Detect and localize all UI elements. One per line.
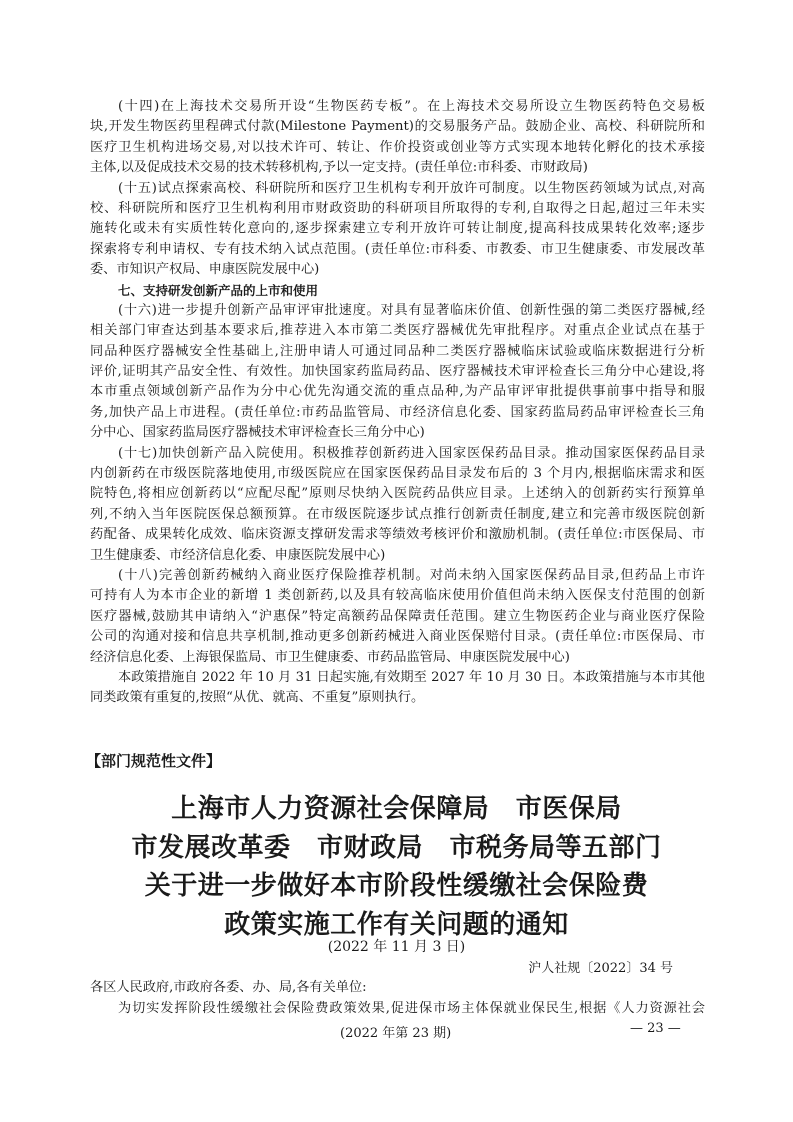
paragraph-line: 医疗卫生机构进场交易,对以技术许可、转让、作价投资或创业等方式实现本地转化孵化的技术承接 bbox=[90, 139, 705, 155]
paragraph-line: 院特色,将相应创新药以“应配尽配”原则尽快纳入医院药品供应目录。上述纳入的创新药实行预算单 bbox=[90, 486, 705, 502]
paragraph-line: 为切实发挥阶段性缓缴社会保险费政策效果,促进保市场主体保就业保民生,根据《人力资源社会 bbox=[118, 1001, 705, 1016]
section-label: 【部门规范性文件】 bbox=[86, 752, 222, 770]
paragraph-line: 施转化或未有实质性转化意向的,逐步探索建立专利开放许可转让制度,提高科技成果转化效率;逐步 bbox=[90, 221, 705, 237]
paragraph-line: 探索将专利申请权、专有技术纳入试点范围。(责任单位:市科委、市教委、市卫生健康委、市发展改革 bbox=[90, 241, 705, 257]
paragraph-line: 同品种医疗器械安全性基础上,注册申请人可通过同品种二类医疗器械临床试验或临床数据进行分析 bbox=[90, 343, 705, 359]
page-number: — 23 — bbox=[630, 1021, 681, 1036]
issue-label: (2022 年第 23 期) bbox=[340, 1026, 452, 1041]
paragraph-line: 主体,以及促成技术交易的技术转移机构,予以一定支持。(责任单位:市科委、市财政局) bbox=[90, 160, 588, 176]
paragraph-p18 bbox=[90, 566, 705, 668]
section-heading: 七、支持研发创新产品的上市和使用 bbox=[118, 282, 319, 298]
intro-paragraph bbox=[90, 997, 705, 1017]
paragraph-line: 本市重点领域创新产品作为分中心优先沟通交流的重点品种,为产品审评审批提供事前事中指导和服 bbox=[90, 384, 705, 400]
paragraph-line: (十四)在上海技术交易所开设“生物医药专板”。在上海技术交易所设立生物医药特色交易板 bbox=[118, 99, 705, 114]
paragraph-line: (十五)试点探索高校、科研院所和医疗卫生机构专利开放许可制度。以生物医药领域为试点,对高 bbox=[118, 180, 705, 196]
paragraph-line: 委、市知识产权局、申康医院发展中心) bbox=[90, 262, 320, 278]
title-line: 政策实施工作有关问题的通知 bbox=[224, 909, 569, 940]
paragraph-line: 卫生健康委、市经济信息化委、申康医院发展中心) bbox=[90, 547, 386, 563]
paragraph-p17 bbox=[90, 444, 705, 566]
paragraph-line: 经济信息化委、上海银保监局、市卫生健康委、市药品监管局、申康医院发展中心) bbox=[90, 649, 570, 665]
notice-title bbox=[0, 790, 793, 944]
paragraph-line: 可持有人为本市企业的新增 1 类创新药,以及具有较高临床使用价值但尚未纳入医保支付范围的创新 bbox=[90, 588, 705, 604]
paragraph-line: 本政策措施自 2022 年 10 月 31 日起实施,有效期至 2027 年 10 月 30 日。本政策措施与本市其他 bbox=[118, 669, 705, 685]
paragraph-line: 块,开发生物医药里程碑式付款(Milestone Payment)的交易服务产品。鼓励企业、高校、科研院所和 bbox=[90, 119, 705, 135]
paragraph-line: (十八)完善创新药械纳入商业医疗保险推荐机制。对尚未纳入国家医保药品目录,但药品上市许 bbox=[118, 567, 705, 583]
paragraph-p19 bbox=[90, 668, 705, 709]
paragraph-line: 相关部门审查达到基本要求后,推荐进入本市第二类医疗器械优先审批程序。对重点企业试点在基于 bbox=[90, 323, 705, 339]
paragraph-line: 务,加快产品上市进程。(责任单位:市药品监管局、市经济信息化委、国家药监局药品审评检查长三角 bbox=[90, 404, 705, 420]
paragraph-line: 药配备、成果转化成效、临床资源支撑研发需求等绩效考核评价和激励机制。(责任单位:市医保局、市 bbox=[90, 527, 705, 543]
document-number: 沪人社规〔2022〕34 号 bbox=[528, 961, 673, 976]
paragraph-line: 列,不纳入当年医院医保总额预算。在市级医院逐步试点推行创新责任制度,建立和完善市级医院创新 bbox=[90, 506, 705, 522]
addressee: 各区人民政府,市政府各委、办、局,各有关单位: bbox=[90, 980, 367, 995]
paragraph-line: (十六)进一步提升创新产品审评审批速度。对具有显著临床价值、创新性强的第二类医疗器械,经 bbox=[118, 302, 705, 318]
title-line: 关于进一步做好本市阶段性缓缴社会保险费 bbox=[144, 871, 649, 901]
paragraph-line: 同类政策有重复的,按照“从优、就高、不重复”原则执行。 bbox=[90, 690, 425, 706]
paragraph-p15 bbox=[90, 179, 705, 281]
paragraph-line: 分中心、国家药监局医疗器械技术审评检查长三角分中心) bbox=[90, 425, 425, 441]
paragraph-line: 公司的沟通对接和信息共享机制,推动更多创新药械进入商业医保赔付目录。(责任单位:市医保局、市 bbox=[90, 629, 705, 645]
title-line: 上海市人力资源社会保障局 市医保局 bbox=[171, 794, 622, 824]
title-line: 市发展改革委 市财政局 市税务局等五部门 bbox=[131, 832, 662, 863]
paragraph-p16 bbox=[90, 301, 705, 444]
paragraph-line: 评价,证明其产品安全性、有效性。加快国家药监局药品、医疗器械技术审评检查长三角分中心建设,将 bbox=[90, 364, 705, 380]
paragraph-p14 bbox=[90, 97, 705, 179]
paragraph-line: 医疗器械,鼓励其申请纳入“沪惠保”特定高额药品保障责任范围。建立生物医药企业与商业医疗保险 bbox=[90, 608, 705, 624]
paragraph-line: 校、科研院所和医疗卫生机构利用市财政资助的科研项目所取得的专利,自取得之日起,超过三年未实 bbox=[90, 200, 705, 216]
policy-body bbox=[90, 97, 705, 709]
paragraph-line: (十七)加快创新产品入院使用。积极推荐创新药进入国家医保药品目录。推动国家医保药品目录 bbox=[118, 445, 705, 461]
paragraph-line: 内创新药在市级医院落地使用,市级医院应在国家医保药品目录发布后的 3 个月内,根据临床需求和医 bbox=[90, 466, 705, 482]
notice-date: (2022 年 11 月 3 日) bbox=[327, 939, 466, 955]
